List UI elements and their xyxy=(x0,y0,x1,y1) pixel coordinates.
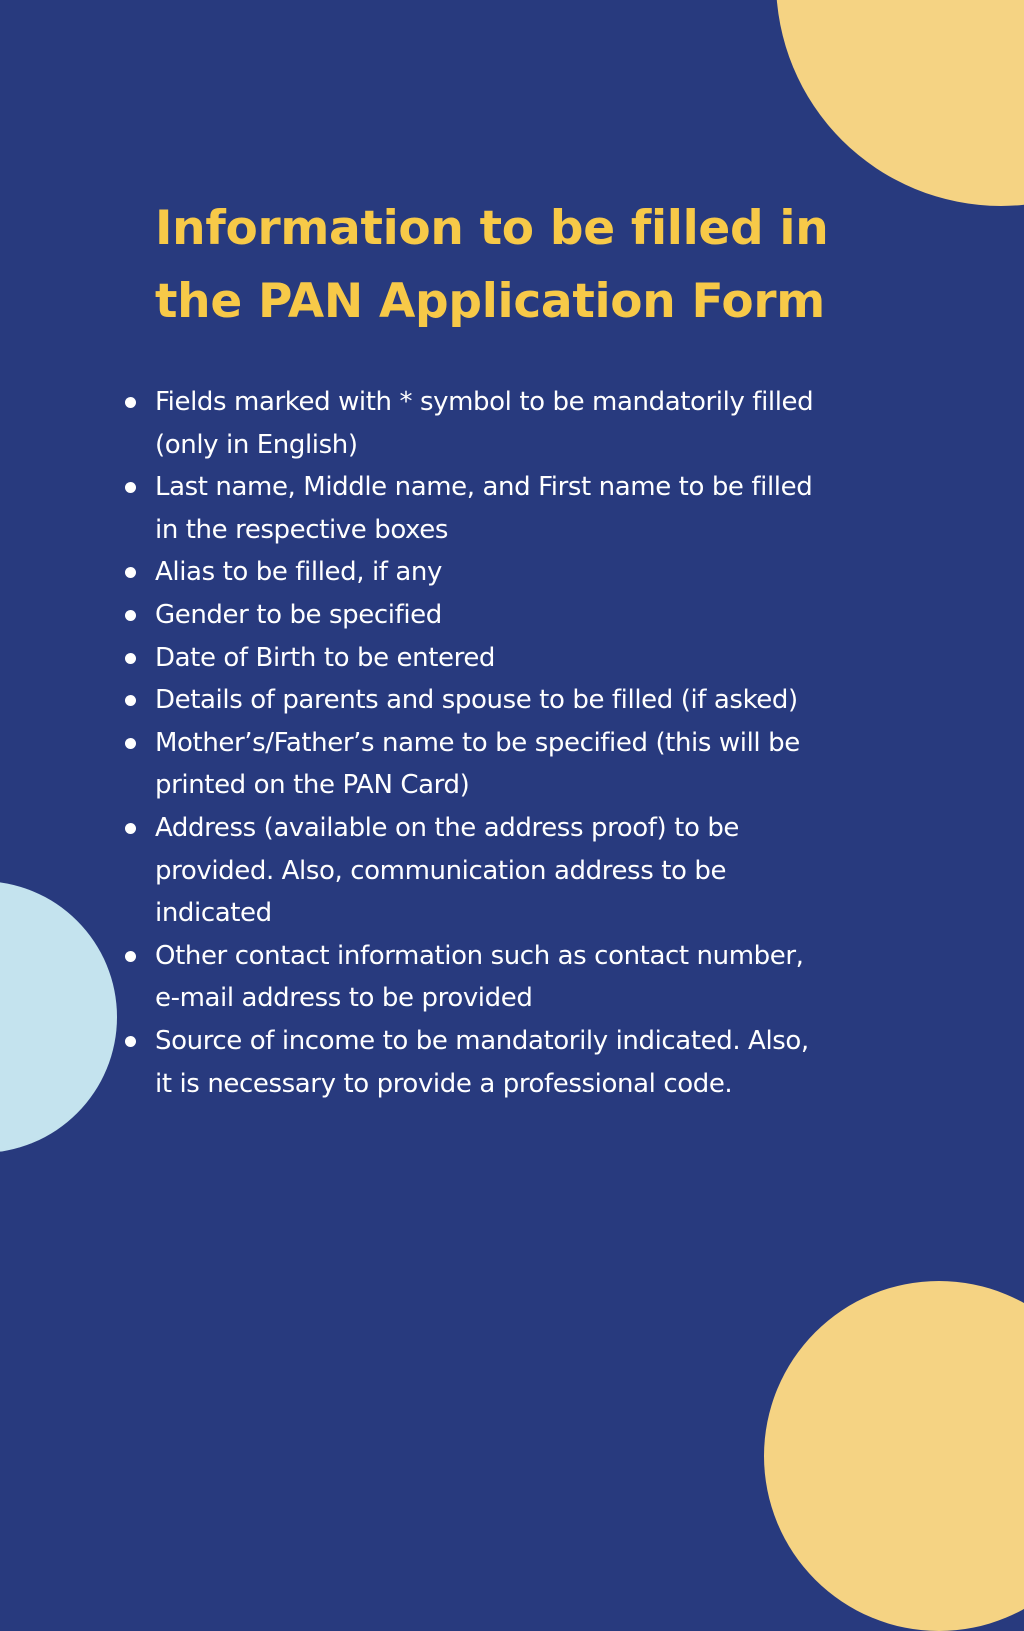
page-title-line-2: the PAN Application Form xyxy=(155,274,825,329)
bullet-icon xyxy=(125,653,136,664)
list-item xyxy=(155,807,915,935)
list-item-text: it is necessary to provide a professional code. xyxy=(155,1068,733,1099)
decorative-circle-top-right xyxy=(776,0,1024,206)
bullet-icon xyxy=(125,610,136,621)
list-item-text: Address (available on the address proof) to be xyxy=(155,812,740,843)
list-item xyxy=(155,935,915,1020)
list-item-text: (only in English) xyxy=(155,429,358,460)
list-item-text: printed on the PAN Card) xyxy=(155,770,470,801)
decorative-circle-bottom-right xyxy=(764,1281,1024,1631)
list-item-text: Fields marked with * symbol to be mandatorily filled xyxy=(155,387,814,417)
list-item xyxy=(155,594,915,637)
list-item-text: Source of income to be mandatorily indicated. Also, xyxy=(155,1025,809,1056)
list-item-text: Date of Birth to be entered xyxy=(155,642,496,673)
list-item-text: Gender to be specified xyxy=(155,599,442,630)
bullet-icon xyxy=(125,567,136,578)
list-item xyxy=(155,381,915,466)
decorative-circle-left xyxy=(0,881,117,1153)
list-item-text: provided. Also, communication address to be xyxy=(155,855,727,886)
list-item-text: Other contact information such as contact number, xyxy=(155,940,804,971)
requirements-list xyxy=(155,381,915,1105)
bullet-icon xyxy=(125,951,136,962)
list-item-text: Alias to be filled, if any xyxy=(155,557,443,588)
list-item-text: in the respective boxes xyxy=(155,514,448,545)
list-item-text: Details of parents and spouse to be filled (if asked) xyxy=(155,685,798,716)
page-title-line-1: Information to be filled in xyxy=(155,201,829,256)
bullet-icon xyxy=(125,823,136,834)
bullet-icon xyxy=(125,397,136,408)
list-item xyxy=(155,1020,915,1105)
list-item xyxy=(155,722,915,807)
list-item-text: indicated xyxy=(155,898,272,929)
bullet-icon xyxy=(125,1036,136,1047)
list-item xyxy=(155,466,915,551)
bullet-icon xyxy=(125,695,136,706)
list-item xyxy=(155,679,915,722)
list-item xyxy=(155,551,915,594)
list-item-text: e-mail address to be provided xyxy=(155,983,533,1014)
page-title xyxy=(155,192,915,338)
list-item xyxy=(155,637,915,680)
bullet-icon xyxy=(125,482,136,493)
list-item-text: Last name, Middle name, and First name to be filled xyxy=(155,472,813,503)
bullet-icon xyxy=(125,738,136,749)
list-item-text: Mother’s/Father’s name to be specified (this will be xyxy=(155,727,800,758)
